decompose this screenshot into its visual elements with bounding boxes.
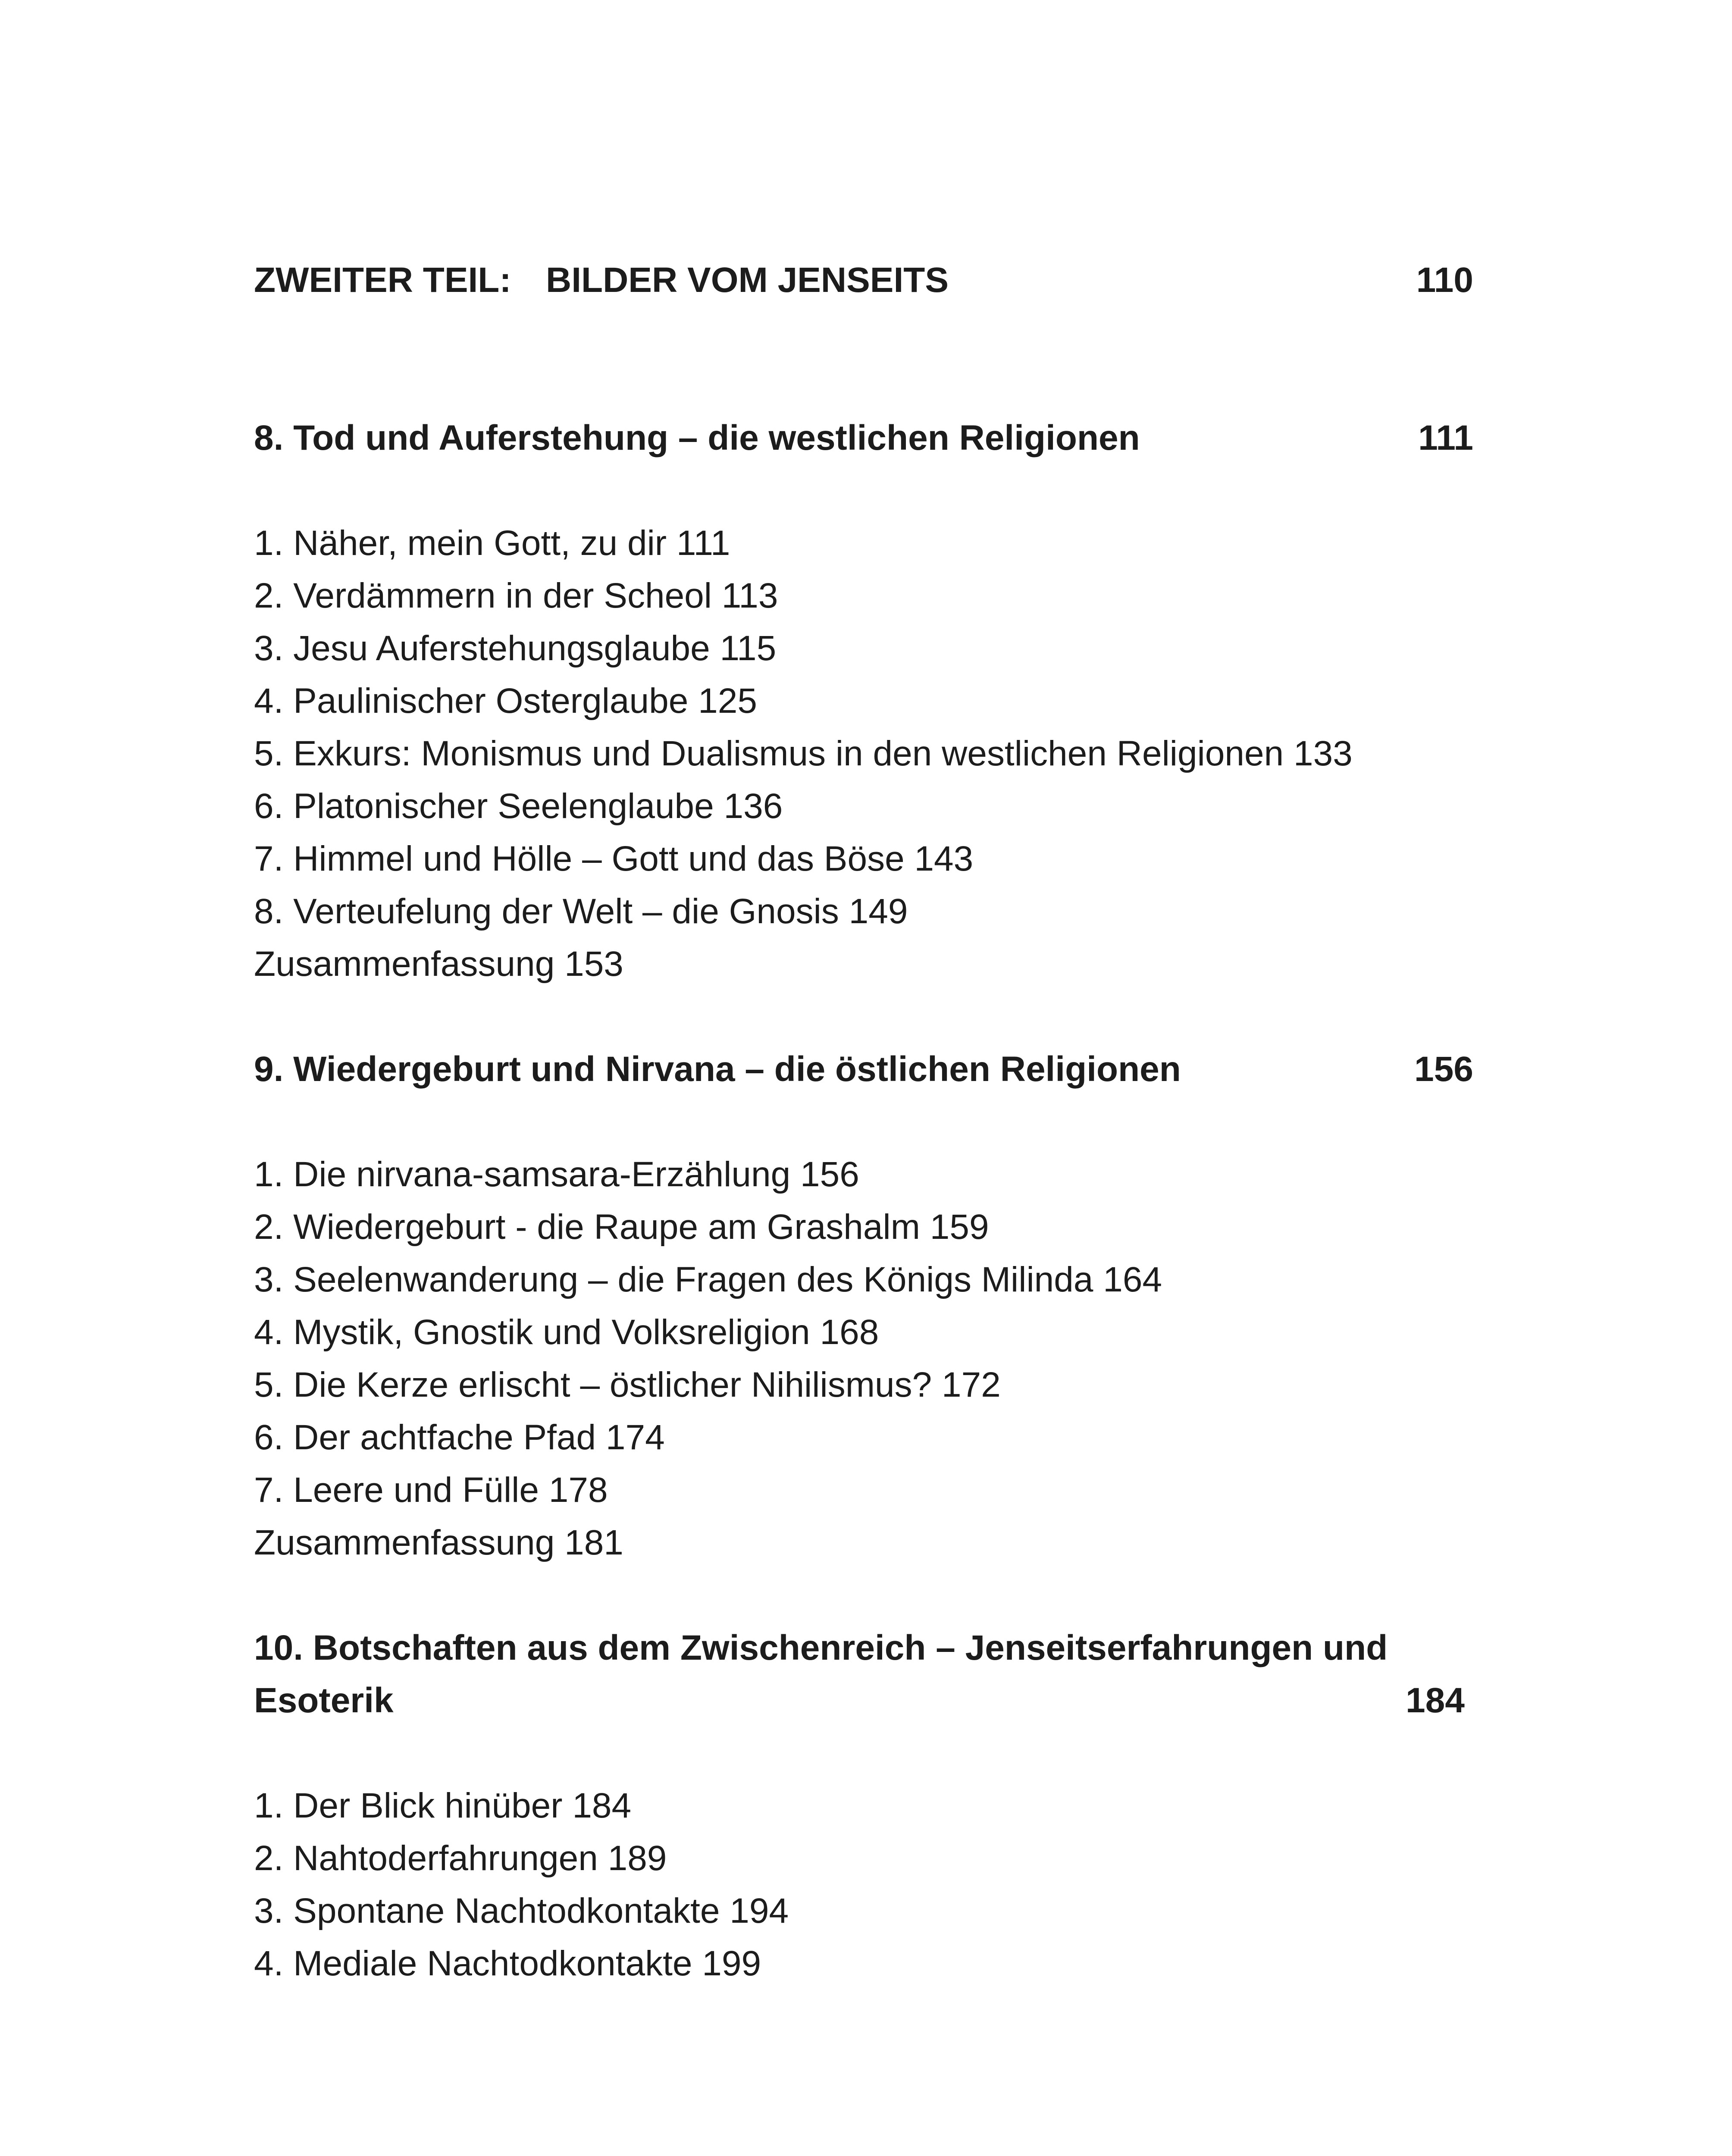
toc-entry: 6. Platonischer Seelenglaube 136 (254, 787, 783, 826)
toc-entry: 2. Verdämmern in der Scheol 113 (254, 576, 778, 615)
chapter-10-page-number: 184 (1406, 1681, 1465, 1720)
toc-entry: 6. Der achtfache Pfad 174 (254, 1418, 665, 1457)
toc-entry-summary: Zusammenfassung 181 (254, 1523, 623, 1562)
toc-entry: 8. Verteufelung der Welt – die Gnosis 149 (254, 892, 908, 931)
chapter-10-title-line-1: 10. Botschaften aus dem Zwischenreich – Jenseitserfahrungen und (254, 1628, 1388, 1667)
toc-entry: 1. Näher, mein Gott, zu dir 111 (254, 523, 730, 563)
toc-entry: 3. Seelenwanderung – die Fragen des Königs Milinda 164 (254, 1260, 1162, 1299)
toc-entry: 5. Die Kerze erlischt – östlicher Nihilismus? 172 (254, 1365, 1001, 1404)
toc-entry-summary: Zusammenfassung 153 (254, 944, 623, 984)
chapter-10-title-line-2: Esoterik (254, 1681, 394, 1720)
toc-entry: 2. Nahtoderfahrungen 189 (254, 1839, 667, 1878)
toc-entry: 7. Himmel und Hölle – Gott und das Böse 143 (254, 839, 974, 878)
part-page-number: 110 (1416, 260, 1473, 300)
toc-entry: 7. Leere und Fülle 178 (254, 1470, 608, 1510)
toc-entry: 1. Der Blick hinüber 184 (254, 1786, 632, 1825)
chapter-8-title: 8. Tod und Auferstehung – die westlichen Religionen (254, 418, 1140, 458)
toc-entry: 4. Mystik, Gnostik und Volksreligion 168 (254, 1313, 879, 1352)
toc-entry: 4. Paulinischer Osterglaube 125 (254, 681, 757, 721)
toc-entry: 4. Mediale Nachtodkontakte 199 (254, 1944, 761, 1983)
part-label: ZWEITER TEIL: (254, 260, 511, 300)
chapter-9-page-number: 156 (1414, 1050, 1473, 1089)
toc-entry: 2. Wiedergeburt - die Raupe am Grashalm 159 (254, 1207, 989, 1247)
toc-entry: 5. Exkurs: Monismus und Dualismus in den westlichen Religionen 133 (254, 734, 1353, 773)
toc-entry: 1. Die nirvana-samsara-Erzählung 156 (254, 1155, 859, 1194)
part-title: BILDER VOM JENSEITS (546, 260, 949, 300)
chapter-8-page-number: 111 (1418, 418, 1473, 458)
toc-entry: 3. Jesu Auferstehungsglaube 115 (254, 629, 777, 668)
toc-entry: 3. Spontane Nachtodkontakte 194 (254, 1891, 789, 1930)
chapter-9-title: 9. Wiedergeburt und Nirvana – die östlichen Religionen (254, 1050, 1181, 1089)
